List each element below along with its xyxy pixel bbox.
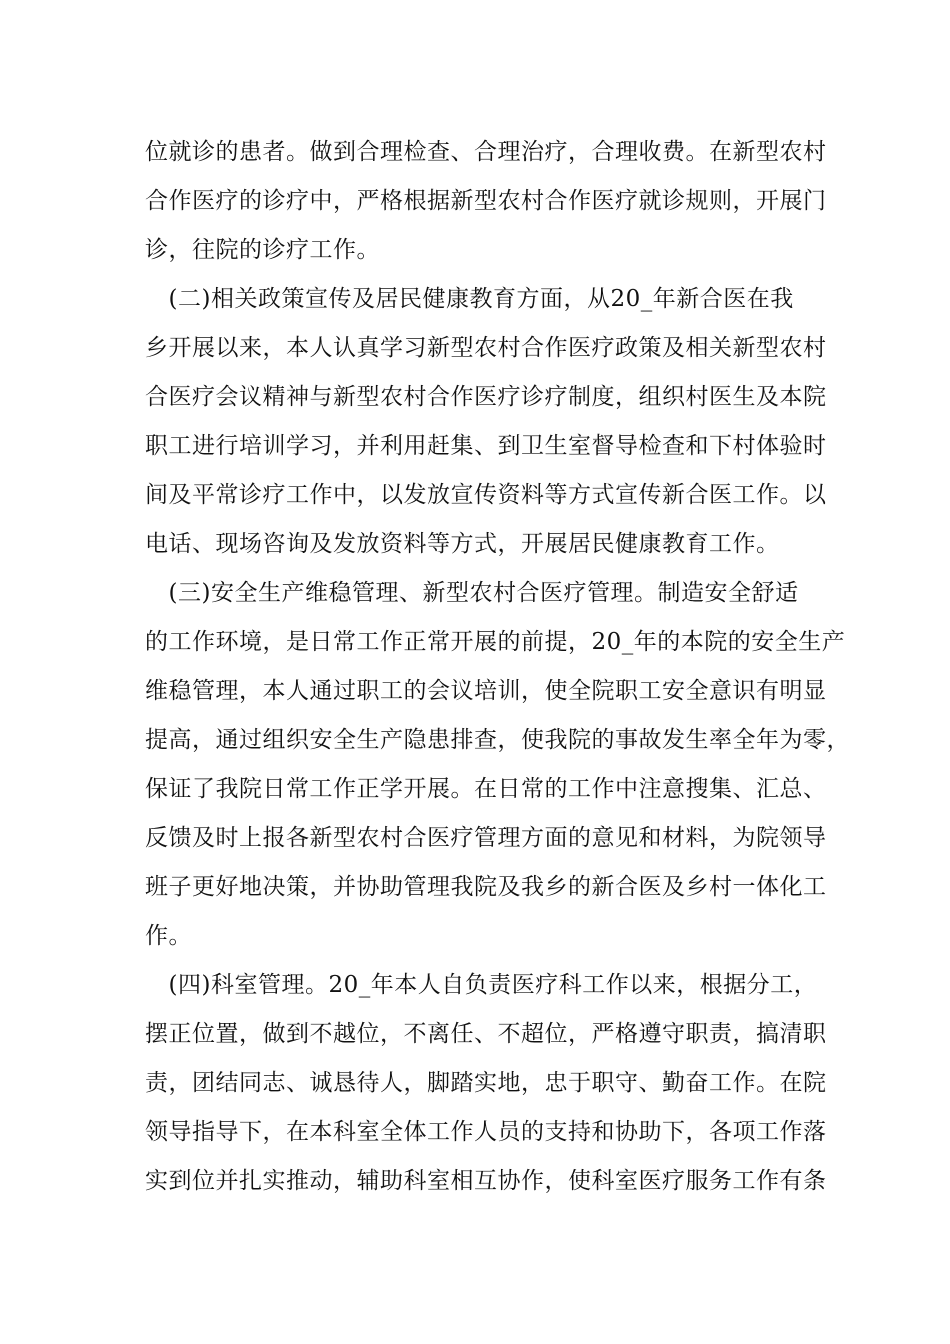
text-line: 保证了我院日常工作正学开展。在日常的工作中注意搜集、汇总、 [145, 776, 827, 802]
text-line: 维稳管理，本人通过职工的会议培训，使全院职工安全意识有明显 [145, 678, 827, 704]
text-line: 合作医疗的诊疗中，严格根据新型农村合作医疗就诊规则，开展门 [145, 188, 827, 214]
text-line: 电话、现场咨询及发放资料等方式，开展居民健康教育工作。 [145, 531, 780, 557]
text-line: 间及平常诊疗工作中，以发放宣传资料等方式宣传新合医工作。以 [145, 482, 827, 508]
text-line: 班子更好地决策，并协助管理我院及我乡的新合医及乡村一体化工 [145, 874, 827, 900]
text-line: 职工进行培训学习，并利用赶集、到卫生室督导检查和下村体验时 [145, 433, 827, 459]
text-line: 乡开展以来，本人认真学习新型农村合作医疗政策及相关新型农村 [145, 335, 827, 361]
text-line: 合医疗会议精神与新型农村合作医疗诊疗制度，组织村医生及本院 [145, 384, 827, 410]
text-line: 提高，通过组织安全生产隐患排查，使我院的事故发生率全年为零， [145, 727, 850, 753]
text-line: 作。 [145, 923, 192, 949]
text-line: 责，团结同志、诚恳待人，脚踏实地，忠于职守、勤奋工作。在院 [145, 1070, 827, 1096]
text-line: 反馈及时上报各新型农村合医疗管理方面的意见和材料，为院领导 [145, 825, 827, 851]
text-line: 诊，往院的诊疗工作。 [145, 237, 380, 263]
body-text [145, 128, 850, 1206]
text-line: 摆正位置，做到不越位，不离任、不超位，严格遵守职责，搞清职 [145, 1021, 827, 1047]
text-line: (四)科室管理。20_年本人自负责医疗科工作以来，根据分工， [145, 972, 818, 998]
text-line: 领导指导下，在本科室全体工作人员的支持和协助下，各项工作落 [145, 1119, 827, 1145]
text-line: 位就诊的患者。做到合理检查、合理治疗，合理收费。在新型农村 [145, 139, 827, 165]
text-line: 实到位并扎实推动，辅助科室相互协作，使科室医疗服务工作有条 [145, 1168, 827, 1194]
text-line: 的工作环境，是日常工作正常开展的前提，20_年的本院的安全生产 [145, 629, 846, 655]
text-line: (二)相关政策宣传及居民健康教育方面，从20_年新合医在我 [145, 286, 794, 312]
text-line: (三)安全生产维稳管理、新型农村合医疗管理。制造安全舒适 [145, 580, 799, 606]
